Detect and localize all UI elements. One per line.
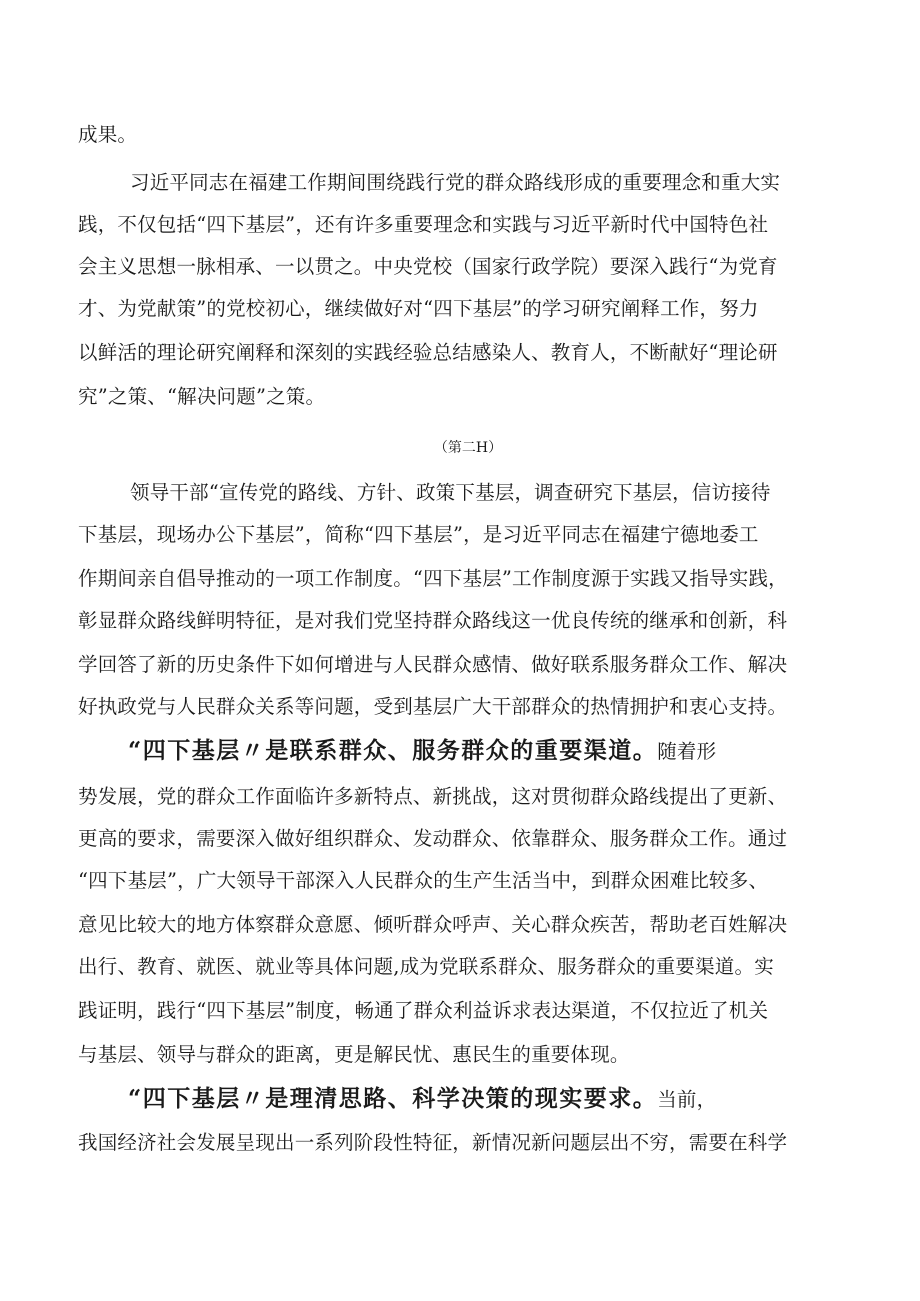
paragraph-line: 作期间亲自倡导推动的一项工作制度。“四下基层”工作制度源于实践又指导实践， — [78, 567, 788, 590]
paragraph-line: “四下基层”，广大领导干部深入人民群众的生产生活当中，到群众困难比较多、 — [78, 869, 769, 892]
paragraph-line: 彰显群众路线鲜明特征，是对我们党坚持群众路线这一优良传统的继承和创新，科 — [78, 609, 788, 632]
paragraph-line: 究”之策、“解决问题”之策。 — [78, 385, 326, 408]
bold-lead-sentence: “四下基层〃是联系群众、服务群众的重要渠道。 — [128, 737, 658, 764]
paragraph-lead-line — [128, 1085, 858, 1114]
paragraph-line: 更高的要求，需要深入做好组织群众、发动群众、依靠群众、服务群众工作。通过 — [78, 827, 788, 850]
section-heading: （第二H） — [433, 440, 503, 456]
paragraph-line: 学回答了新的历史条件下如何增进与人民群众感情、做好联系服务群众工作、解决 — [78, 653, 788, 676]
paragraph-line: 意见比较大的地方体察群众意愿、倾听群众呼声、关心群众疾苦，帮助老百姓解决 — [78, 913, 788, 936]
paragraph-line: 践证明，践行“四下基层”制度，畅通了群众利益诉求表达渠道，不仅拉近了机关 — [78, 999, 769, 1022]
paragraph-line: 成果。 — [78, 123, 138, 146]
paragraph-line: 才、为党献策”的党校初心，继续做好对“四下基层”的学习研究阐释工作，努力 — [78, 297, 759, 320]
paragraph-line: 践，不仅包括“四下基层”，还有许多重要理念和实践与习近平新时代中国特色社 — [78, 213, 769, 236]
lead-tail-text: 当前， — [657, 1088, 717, 1111]
paragraph-line: 领导干部“宣传党的路线、方针、政策下基层，调查研究下基层，信访接待 — [130, 481, 771, 504]
paragraph-line: 好执政党与人民群众关系等问题，受到基层广大干部群众的热情拥护和衷心支持。 — [78, 695, 788, 718]
paragraph-line: 以鲜活的理论研究阐释和深刻的实践经验总结感染人、教育人，不断献好“理论研 — [78, 341, 778, 364]
paragraph-line: 与基层、领导与群众的距离，更是解民忧、惠民生的重要体现。 — [78, 1043, 630, 1066]
paragraph-line: 出行、教育、就医、就业等具体问题,成为党联系群众、服务群众的重要渠道。实 — [78, 955, 774, 978]
paragraph-line: 我国经济社会发展呈现出一系列阶段性特征，新情况新问题层出不穷，需要在科学 — [78, 1131, 788, 1154]
bold-lead-sentence: “四下基层〃是理清思路、科学决策的现实要求。 — [128, 1085, 658, 1112]
paragraph-line: 会主义思想一脉相承、一以贯之。中央党校（国家行政学院）要深入践行“为党育 — [78, 255, 778, 278]
paragraph-line: 下基层，现场办公下基层”，简称“四下基层”，是习近平同志在福建宁德地委工 — [78, 523, 759, 546]
paragraph-line: 势发展，党的群众工作面临许多新特点、新挑战，这对贯彻群众路线提出了更新、 — [78, 785, 788, 808]
paragraph-lead-line — [128, 737, 858, 766]
paragraph-line: 习近平同志在福建工作期间围绕践行党的群众路线形成的重要理念和重大实 — [130, 171, 781, 194]
lead-tail-text: 随着形 — [657, 740, 717, 763]
